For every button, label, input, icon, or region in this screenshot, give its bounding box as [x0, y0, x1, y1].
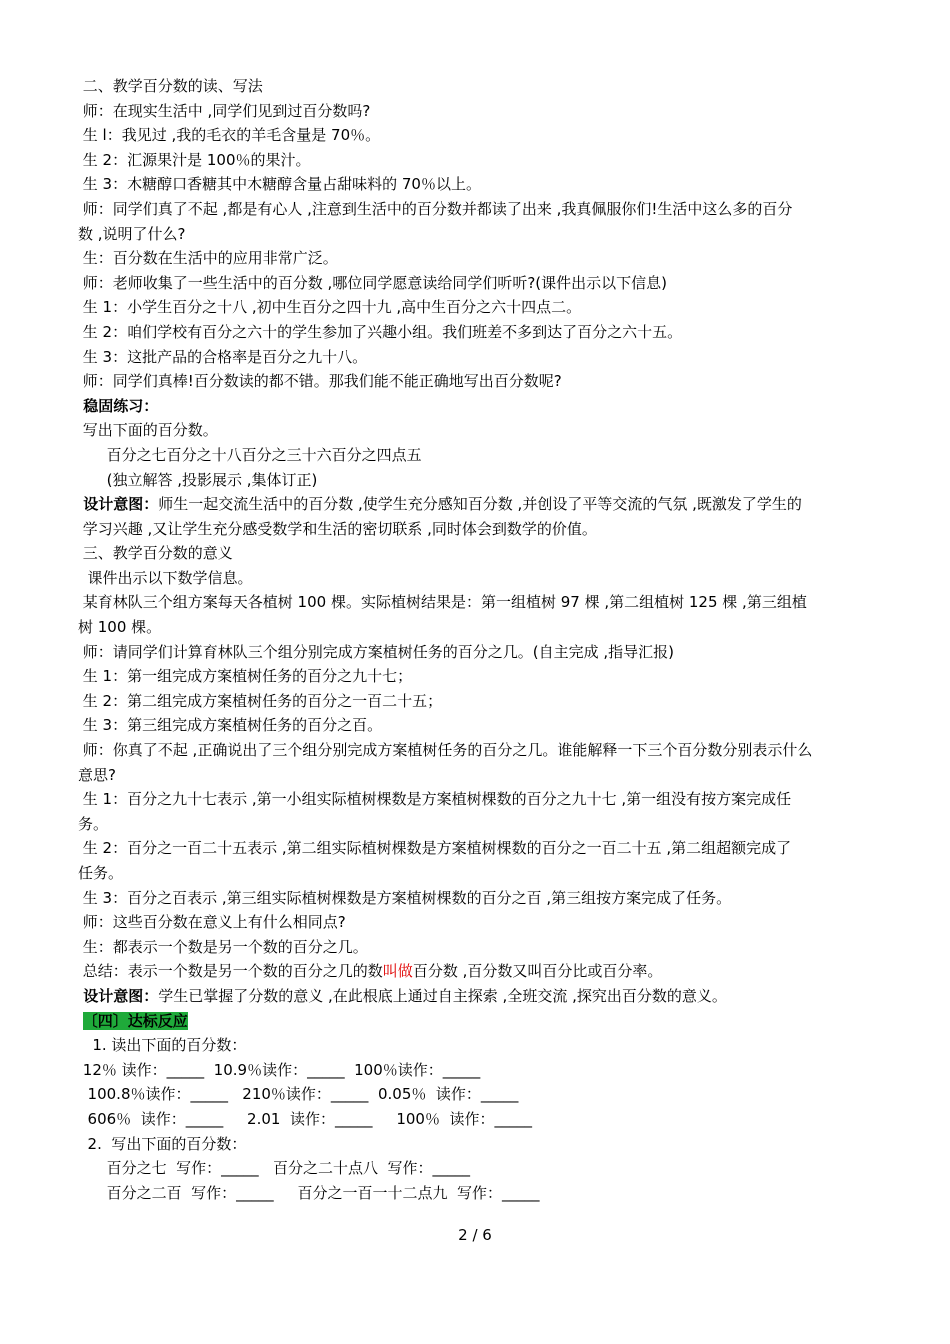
line-text: 二、教学百分数的读、写法 [78, 77, 263, 95]
line-text: 学习兴趣 ,又让学生充分感受数学和生活的密切联系 ,同时体会到数学的价值。 [78, 519, 597, 538]
text-line [78, 541, 884, 566]
line-text: 某育林队三个组方案每天各植树 100 棵。实际植树结果是：第一组植树 97 棵 ,第二组植树 125 棵 ,第三组植 [78, 593, 807, 612]
line-text: 师生一起交流生活中的百分数 ,使学生充分感知百分数 ,并创设了平等交流的气氛 ,既激发了学生的 [158, 495, 802, 514]
text-line [78, 664, 884, 689]
line-text: 意思? [78, 765, 116, 784]
text-line [78, 763, 884, 788]
line-text: 师：同学们真棒!百分数读的都不错。那我们能不能正确地写出百分数呢? [78, 372, 562, 391]
line-text: 师：在现实生活中 ,同学们见到过百分数吗? [78, 101, 371, 120]
text-line [78, 148, 884, 173]
line-text: 生 3：第三组完成方案植树任务的百分之百。 [78, 716, 383, 735]
text-line [78, 271, 884, 296]
text-line [78, 1058, 884, 1083]
line-text: 生 3：这批产品的合格率是百分之九十八。 [78, 347, 368, 366]
line-text: 生 1：小学生百分之十八 ,初中生百分之四十九 ,高中生百分之六十四点二。 [78, 298, 582, 317]
text-line [78, 197, 884, 222]
line-text: 师：老师收集了一些生活中的百分数 ,哪位同学愿意读给同学们听听?(课件出示以下信息) [78, 273, 667, 292]
document-body [78, 74, 884, 1205]
line-text: 生 3：木糖醇口香糖其中木糖醇含量占甜味料的 70％以上。 [78, 175, 481, 194]
text-line [78, 468, 884, 493]
text-line [78, 1107, 884, 1132]
line-text: 生 2：咱们学校有百分之六十的学生参加了兴趣小组。我们班差不多到达了百分之六十五。 [78, 322, 683, 341]
text-line [78, 394, 884, 419]
text-line [78, 590, 884, 615]
text-line [78, 74, 884, 99]
line-text: 百分之七 写作：_____ 百分之二十点八 写作：_____ [78, 1159, 470, 1178]
line-text: 生 1：第一组完成方案植树任务的百分之九十七； [78, 667, 413, 686]
text-line [78, 640, 884, 665]
text-line [78, 787, 884, 812]
text-line [78, 1033, 884, 1058]
text-line [78, 738, 884, 763]
line-text: (独立解答 ,投影展示 ,集体订正) [78, 470, 318, 489]
line-text: 师：同学们真了不起 ,都是有心人 ,注意到生活中的百分数并都读了出来 ,我真佩服你们!生活中这么多的百分 [78, 199, 793, 218]
line-text: 生 2：汇源果汁是 100％的果汁。 [78, 150, 311, 169]
text-line [78, 910, 884, 935]
line-text: 生：都表示一个数是另一个数的百分之几。 [78, 937, 368, 956]
line-text: 生 l：我见过 ,我的毛衣的羊毛含量是 70％。 [78, 126, 381, 145]
line-text: 任务。 [78, 864, 124, 882]
line-text: 12％ 读作：_____ 10.9％读作：_____ 100％读作：_____ [78, 1060, 481, 1079]
text-line [78, 369, 884, 394]
line-text: 生 2：百分之一百二十五表示 ,第二组实际植树棵数是方案植树棵数的百分之一百二十五 ,第二组超额完成了 [78, 839, 792, 858]
line-text: 生：百分数在生活中的应用非常广泛。 [78, 249, 338, 268]
text-line [78, 320, 884, 345]
line-text: 课件出示以下数学信息。 [78, 568, 253, 587]
text-line [78, 172, 884, 197]
text-line [78, 1132, 884, 1157]
text-line [78, 959, 884, 984]
highlight-term: 叫做 [382, 962, 413, 981]
text-line [78, 713, 884, 738]
text-line [78, 886, 884, 911]
section-heading: 〔四〕达标反应 [82, 1011, 188, 1030]
line-text: 树 100 棵。 [78, 618, 162, 637]
bold-label: 设计意图： [78, 986, 159, 1005]
text-line [78, 492, 884, 517]
text-line [78, 345, 884, 370]
text-line [78, 517, 884, 542]
text-line [78, 295, 884, 320]
text-line [78, 812, 884, 837]
line-text: 稳固练习： [78, 396, 159, 415]
line-text: 师：这些百分数在意义上有什么相同点? [78, 913, 346, 932]
page-number: 2 / 6 [458, 1226, 492, 1244]
text-line [78, 861, 884, 886]
text-line [78, 615, 884, 640]
text-line [78, 1181, 884, 1206]
line-text: 数 ,说明了什么? [78, 224, 186, 243]
text-line [78, 246, 884, 271]
line-text: 师：你真了不起 ,正确说出了三个组分别完成方案植树任务的百分之几。谁能解释一下三个百分数分别表示什么 [78, 741, 813, 760]
line-text: 百分数 ,百分数又叫百分比或百分率。 [412, 962, 663, 981]
line-text: 总结：表示一个数是另一个数的百分之几的数 [78, 962, 383, 981]
text-line [78, 418, 884, 443]
text-line [78, 123, 884, 148]
text-line [78, 222, 884, 247]
text-line [78, 1156, 884, 1181]
line-text: 师：请同学们计算育林队三个组分别完成方案植树任务的百分之几。(自主完成 ,指导汇报) [78, 642, 675, 661]
text-line [78, 836, 884, 861]
text-line [78, 935, 884, 960]
text-line [78, 99, 884, 124]
line-text: 生 1：百分之九十七表示 ,第一小组实际植树棵数是方案植树棵数的百分之九十七 ,第一组没有按方案完成任 [78, 790, 792, 809]
line-text: 1. 读出下面的百分数： [78, 1036, 247, 1055]
line-text: 学生已掌握了分数的意义 ,在此根底上通过自主探索 ,全班交流 ,探究出百分数的意义。 [158, 986, 727, 1005]
line-text: 2. 写出下面的百分数： [78, 1134, 247, 1153]
line-text: 写出下面的百分数。 [78, 421, 218, 440]
line-text: 务。 [78, 814, 109, 833]
line-text: 三、教学百分数的意义 [78, 544, 233, 563]
line-text: 百分之七百分之十八百分之三十六百分之四点五 [78, 445, 422, 464]
text-line [78, 1082, 884, 1107]
line-text: 100.8％读作：_____ 210％读作：_____ 0.05％ 读作：_____ [78, 1085, 519, 1104]
line-text: 生 3：百分之百表示 ,第三组实际植树棵数是方案植树棵数的百分之百 ,第三组按方案完成了任务。 [78, 888, 732, 907]
text-line [78, 984, 884, 1009]
text-line [78, 443, 884, 468]
line-text: 百分之二百 写作：_____ 百分之一百一十二点九 写作：_____ [78, 1183, 540, 1202]
text-line [78, 689, 884, 714]
line-text: 606％ 读作：_____ 2.01 读作：_____ 100％ 读作：_____ [78, 1109, 532, 1128]
text-line [78, 1009, 884, 1034]
bold-label: 设计意图： [78, 495, 159, 514]
line-text: 生 2：第二组完成方案植树任务的百分之一百二十五； [78, 691, 443, 710]
text-line [78, 566, 884, 591]
